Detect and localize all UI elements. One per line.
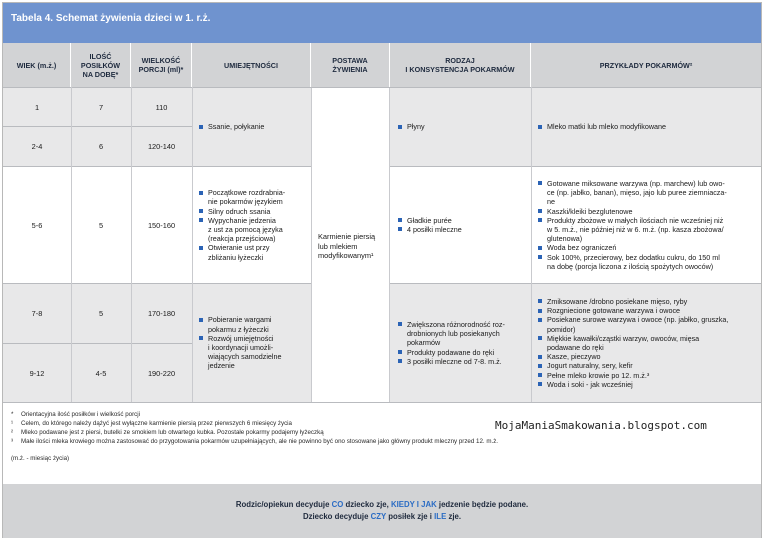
highlight-kiedy-i-jak: KIEDY I JAK	[390, 499, 437, 509]
list-item: Sok 100%, przecierowy, bez dodatku cukru, do 150 ml na dobę (porcja liczona z ilością spożytych owoców)	[538, 253, 760, 271]
bullet-square-icon	[398, 125, 402, 129]
list-item: Zwiększona różnorodność roz- drobnionych lub posiekanych pokarmów	[398, 320, 530, 348]
list-item: 4 posiłki mleczne	[398, 225, 528, 234]
list-item: Miękkie kawałki/cząstki warzyw, owoców, mięsa podawane do ręki	[538, 334, 760, 352]
list-item: Rozgniecione gotowane warzywa i owoce	[538, 306, 760, 315]
bullet-square-icon	[199, 191, 203, 195]
cell-age: 2-4	[31, 142, 43, 151]
nutrition-table-figure	[2, 2, 762, 538]
footer-line-1: Rodzic/opiekun decyduje CO dziecko zje, KIEDY I JAK jedzenie będzie podane.	[235, 499, 529, 509]
footnote: ¹ Celem, do którego należy dążyć jest wyłączne karmienie piersią przez pierwszych 6 miesięcy życia	[11, 419, 292, 427]
bullet-square-icon	[199, 218, 203, 222]
footnote: ² Mleko podawane jest z piersi, butelki ze smokiem lub otwartego kubka. Pozostałe pokarmy podajemy łyżeczką	[11, 428, 324, 436]
footnote: * Orientacyjna ilość posiłków i wielkość porcji	[11, 411, 140, 418]
list-item: Woda i soki - jak wcześniej	[538, 380, 760, 389]
list-item: Mleko matki lub mleko modyfikowane	[538, 122, 758, 131]
footnote: ³ Małe ilości mleka krowiego można zastosować do przygotowania pokarmów uzupełniających, ale nie powinno być ono stosowane jako główny produkt mleczny przed 12. m.ż.	[11, 437, 499, 445]
examples-list	[538, 284, 760, 402]
bullet-square-icon	[199, 125, 203, 129]
bullet-square-icon	[538, 318, 542, 322]
abbreviation-note: (m.ż. - miesiąc życia)	[11, 454, 70, 462]
bullet-square-icon	[538, 209, 542, 213]
bullet-square-icon	[398, 350, 402, 354]
posture-text: Karmienie piersią lub mlekiem modyfikowanym¹	[318, 232, 376, 261]
list-item: Pobieranie wargami pokarmu z łyżeczki	[199, 315, 309, 333]
cell-portion: 120-140	[147, 142, 176, 151]
cell-portion: 150-160	[147, 220, 176, 230]
cell-age: 5-6	[31, 220, 43, 230]
cell-age: 1	[34, 102, 40, 112]
list-item: Otwieranie ust przy zbliżaniu łyżeczki	[199, 243, 309, 261]
bullet-square-icon	[538, 299, 542, 303]
skills-list	[199, 284, 309, 402]
bullet-square-icon	[199, 336, 203, 340]
column-divider	[192, 87, 193, 402]
bullet-square-icon	[398, 359, 402, 363]
skills-list	[199, 88, 309, 166]
blog-watermark: MojaManiaSmakowania.blogspot.com	[495, 419, 707, 432]
bullet-square-icon	[398, 227, 402, 231]
skills-list	[199, 167, 309, 283]
list-item: Rozwój umiejętności i koordynacji umożli- wiających samodzielne jedzenie	[199, 334, 309, 371]
list-item: Płyny	[398, 122, 528, 131]
column-divider	[531, 87, 532, 402]
list-item: Ssanie, połykanie	[199, 122, 309, 131]
rule	[3, 402, 761, 403]
bullet-square-icon	[538, 382, 542, 386]
list-item: Woda bez ograniczeń	[538, 243, 760, 252]
bullet-square-icon	[538, 373, 542, 377]
highlight-co: CO	[331, 499, 344, 509]
bullet-square-icon	[199, 209, 203, 213]
list-item: Początkowe rozdrabnia- nie pokarmów językiem	[199, 188, 309, 206]
header-portion: WIELKOŚĆ PORCJI (ml)*	[131, 43, 192, 87]
list-item: Posiekane surowe warzywa i owoce (np. jabłko, gruszka, pomidor)	[538, 315, 760, 333]
bullet-square-icon	[538, 246, 542, 250]
bullet-square-icon	[538, 355, 542, 359]
cell-portion: 170-180	[147, 309, 176, 318]
footer-line-2: Dziecko decyduje CZY posiłek zje i ILE zje.	[302, 512, 462, 521]
texture-list	[398, 284, 530, 402]
list-item: Kasze, pieczywo	[538, 352, 760, 361]
posture-cell	[311, 88, 390, 402]
cell-meals: 5	[98, 220, 104, 230]
list-item: Pełne mleko krowie po 12. m.ż.³	[538, 371, 760, 380]
cell-meals: 5	[98, 309, 104, 318]
bullet-square-icon	[538, 364, 542, 368]
header-meals: ILOŚĆ POSIŁKÓW NA DOBĘ*	[71, 43, 131, 87]
examples-list	[538, 167, 760, 283]
cell-age: 7-8	[31, 309, 43, 318]
bullet-square-icon	[538, 181, 542, 185]
footer-note	[3, 484, 761, 538]
highlight-ile: ILE	[434, 512, 447, 521]
header-skills: UMIEJĘTNOŚCI	[192, 43, 311, 87]
bullet-square-icon	[538, 218, 542, 222]
examples-list	[538, 88, 758, 166]
texture-list	[398, 88, 528, 166]
header-examples: PRZYKŁADY POKARMÓW²	[599, 60, 693, 70]
bullet-square-icon	[538, 309, 542, 313]
header-age: WIEK (m.ż.)	[3, 43, 71, 87]
bullet-square-icon	[398, 218, 402, 222]
bullet-square-icon	[538, 336, 542, 340]
cell-portion: 110	[155, 102, 168, 112]
list-item: Produkty podawane do ręki	[398, 348, 530, 357]
table-title: Tabela 4. Schemat żywienia dzieci w 1. r.ż.	[3, 3, 761, 43]
highlight-czy: CZY	[370, 512, 387, 521]
cell-meals: 4-5	[95, 368, 107, 378]
list-item: 3 posiłki mleczne od 7-8. m.ż.	[398, 357, 530, 366]
texture-list	[398, 167, 528, 283]
bullet-square-icon	[199, 246, 203, 250]
list-item: Gotowane miksowane warzywa (np. marchew) lub owo- ce (np. jabłko, banan), mięso, jajo lub puree ziemniacza- ne	[538, 179, 760, 207]
list-item: Kaszki/kleiki bezglutenowe	[538, 207, 760, 216]
bullet-square-icon	[398, 322, 402, 326]
header-texture: RODZAJ I KONSYSTENCJA POKARMÓW	[390, 43, 531, 87]
cell-meals: 7	[98, 102, 104, 112]
cell-portion: 190-220	[147, 368, 176, 378]
list-item: Wypychanie jedzenia z ust za pomocą języka (reakcja przejściowa)	[199, 216, 309, 244]
header-posture: POSTAWA ŻYWIENIA	[311, 43, 390, 87]
list-item: Produkty zbożowe w małych ilościach nie wcześniej niż w 5. m.ż., nie później niż w 6. m.ż. (np. kasza zbożowa/ glutenowa)	[538, 216, 760, 244]
list-item: Gładkie purée	[398, 216, 528, 225]
cell-meals: 6	[98, 142, 104, 151]
list-item: Jogurt naturalny, sery, kefir	[538, 361, 760, 370]
footnotes	[11, 411, 499, 464]
list-item: Silny odruch ssania	[199, 207, 309, 216]
list-item: Zmiksowane /drobno posiekane mięso, ryby	[538, 297, 760, 306]
cell-age: 9-12	[29, 368, 45, 378]
bullet-square-icon	[538, 255, 542, 259]
bullet-square-icon	[199, 318, 203, 322]
table-header	[3, 43, 761, 87]
bullet-square-icon	[538, 125, 542, 129]
